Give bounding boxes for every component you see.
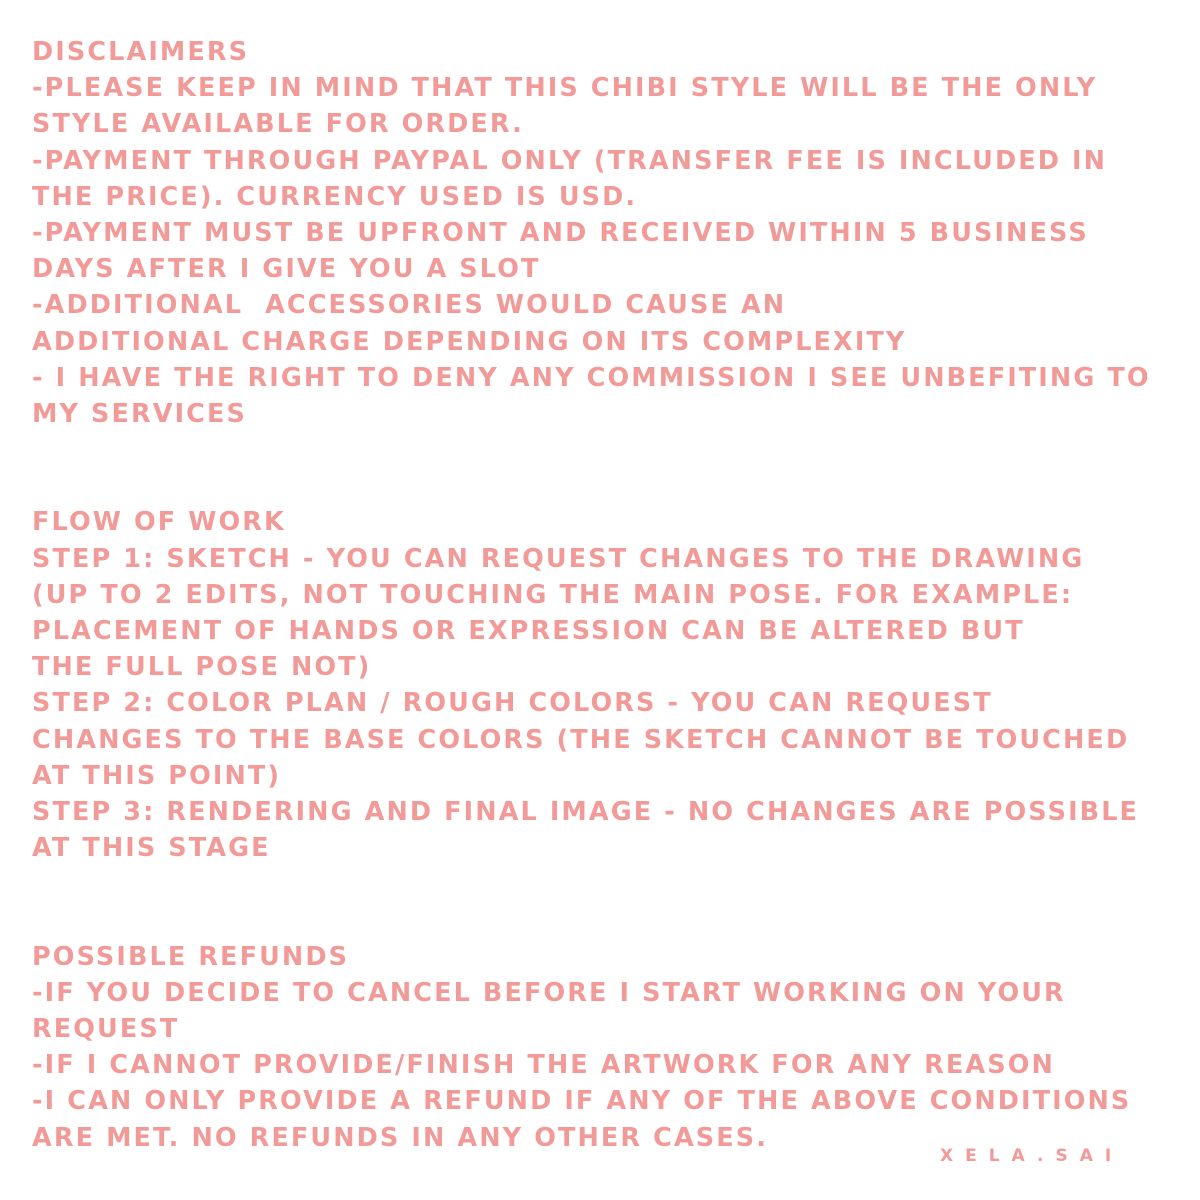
possible-refunds-section xyxy=(32,939,1182,1156)
refund-line: ARE MET. NO REFUNDS IN ANY OTHER CASES. xyxy=(32,1122,769,1153)
refund-line: REQUEST xyxy=(32,1014,180,1045)
flow-line: THE FULL POSE NOT) xyxy=(32,652,372,683)
disclaimer-line: MY SERVICES xyxy=(32,398,247,429)
disclaimer-line: - I HAVE THE RIGHT TO DENY ANY COMMISSION I SEE UNBEFITING TO xyxy=(32,362,1151,393)
section-heading-possible-refunds: POSSIBLE REFUNDS xyxy=(32,941,350,972)
disclaimer-line: STYLE AVAILABLE FOR ORDER. xyxy=(32,109,524,140)
flow-line: STEP 3: RENDERING AND FINAL IMAGE - NO CHANGES ARE POSSIBLE xyxy=(32,796,1140,827)
flow-line: (UP TO 2 EDITS, NOT TOUCHING THE MAIN POSE. FOR EXAMPLE: xyxy=(32,579,1074,610)
flow-line: STEP 1: SKETCH - YOU CAN REQUEST CHANGES TO THE DRAWING xyxy=(32,543,1085,574)
flow-line: CHANGES TO THE BASE COLORS (THE SKETCH CANNOT BE TOUCHED xyxy=(32,724,1130,755)
disclaimer-line: -ADDITIONAL ACCESSORIES WOULD CAUSE AN xyxy=(32,290,787,321)
disclaimer-line: DAYS AFTER I GIVE YOU A SLOT xyxy=(32,254,541,285)
disclaimer-line: ADDITIONAL CHARGE DEPENDING ON ITS COMPLEXITY xyxy=(32,326,907,357)
disclaimer-line: -PAYMENT MUST BE UPFRONT AND RECEIVED WITHIN 5 BUSINESS xyxy=(32,217,1089,248)
section-heading-disclaimers: DISCLAIMERS xyxy=(32,37,250,67)
disclaimer-line: -PAYMENT THROUGH PAYPAL ONLY (TRANSFER FEE IS INCLUDED IN xyxy=(32,145,1108,176)
disclaimers-section xyxy=(32,34,1182,432)
refund-line: -I CAN ONLY PROVIDE A REFUND IF ANY OF THE ABOVE CONDITIONS xyxy=(32,1086,1132,1117)
section-heading-flow-of-work: FLOW OF WORK xyxy=(32,507,286,538)
document-body xyxy=(32,34,1182,1156)
flow-line: AT THIS STAGE xyxy=(32,833,271,864)
flow-line: AT THIS POINT) xyxy=(32,760,282,791)
disclaimer-line: -PLEASE KEEP IN MIND THAT THIS CHIBI STYLE WILL BE THE ONLY xyxy=(32,73,1098,104)
artist-watermark: XELA.SAI xyxy=(940,1146,1124,1166)
flow-of-work-section xyxy=(32,504,1182,866)
refund-line: -IF YOU DECIDE TO CANCEL BEFORE I START WORKING ON YOUR xyxy=(32,977,1066,1008)
disclaimer-line: THE PRICE). CURRENCY USED IS USD. xyxy=(32,181,638,212)
section-spacer xyxy=(32,866,1182,938)
flow-line: STEP 2: COLOR PLAN / ROUGH COLORS - YOU CAN REQUEST xyxy=(32,688,993,719)
refund-line: -IF I CANNOT PROVIDE/FINISH THE ARTWORK FOR ANY REASON xyxy=(32,1050,1055,1081)
flow-line: PLACEMENT OF HANDS OR EXPRESSION CAN BE ALTERED BUT xyxy=(32,616,1025,647)
section-spacer xyxy=(32,432,1182,504)
